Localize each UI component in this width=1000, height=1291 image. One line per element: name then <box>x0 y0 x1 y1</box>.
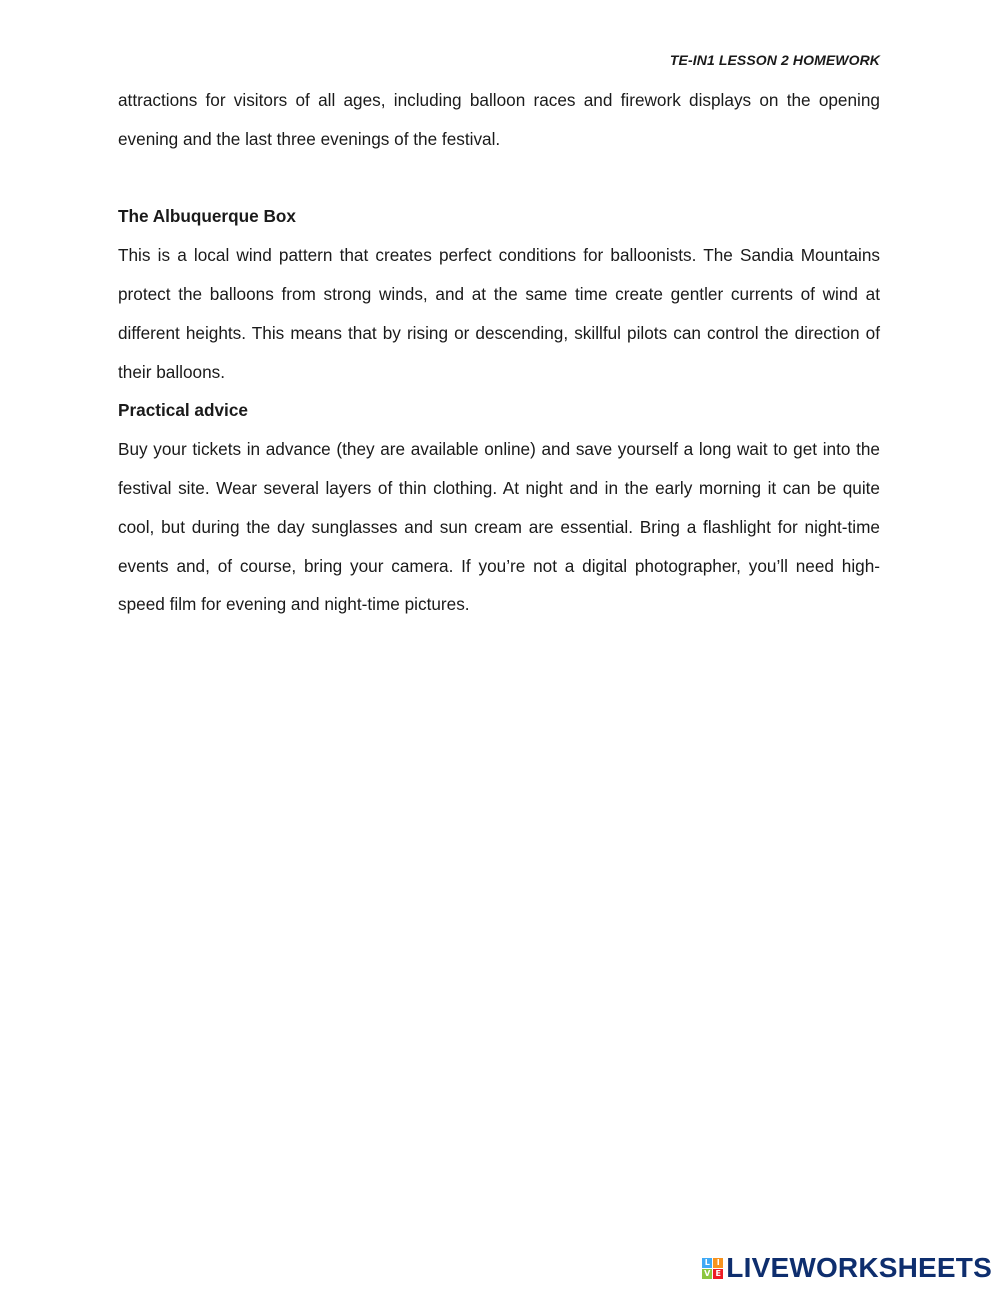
paragraph-spacer <box>118 159 880 198</box>
document-header: TE-IN1 LESSON 2 HOMEWORK <box>669 52 880 68</box>
practical-advice-paragraph: Buy your tickets in advance (they are available online) and save yourself a long wait to get into the festival site. Wear several layers of thin clothing. At night and in the early morning it can be quite cool, but during the day sunglasses and sun cream are essential. Bring a flashlight for night-time events and, of course, bring your camera. If you’re not a digital photographer, you’ll need high-speed film for evening and night-time pictures. <box>118 439 880 615</box>
section-heading-albuquerque-box: The Albuquerque Box <box>118 206 296 227</box>
liveworksheets-logo <box>702 1254 992 1282</box>
intro-paragraph: attractions for visitors of all ages, including balloon races and firework displays on the opening evening and the last three evenings of the festival. <box>118 90 880 149</box>
section-heading-practical-advice: Practical advice <box>118 400 248 421</box>
logo-wordmark: LIVEWORKSHEETS <box>726 1252 992 1283</box>
document-body <box>118 81 880 624</box>
logo-tile-i: I <box>713 1258 723 1268</box>
logo-tiles-icon <box>702 1258 723 1279</box>
logo-tile-v: V <box>704 1268 711 1278</box>
logo-tile-e: E <box>713 1269 723 1279</box>
albuquerque-box-paragraph: This is a local wind pattern that creates perfect conditions for balloonists. The Sandia Mountains protect the balloons from strong winds, and at the same time create gentler currents of wind at different heights. This means that by rising or descending, skillful pilots can control the direction of their balloons. <box>118 245 880 382</box>
logo-tile-l: L <box>702 1258 712 1268</box>
